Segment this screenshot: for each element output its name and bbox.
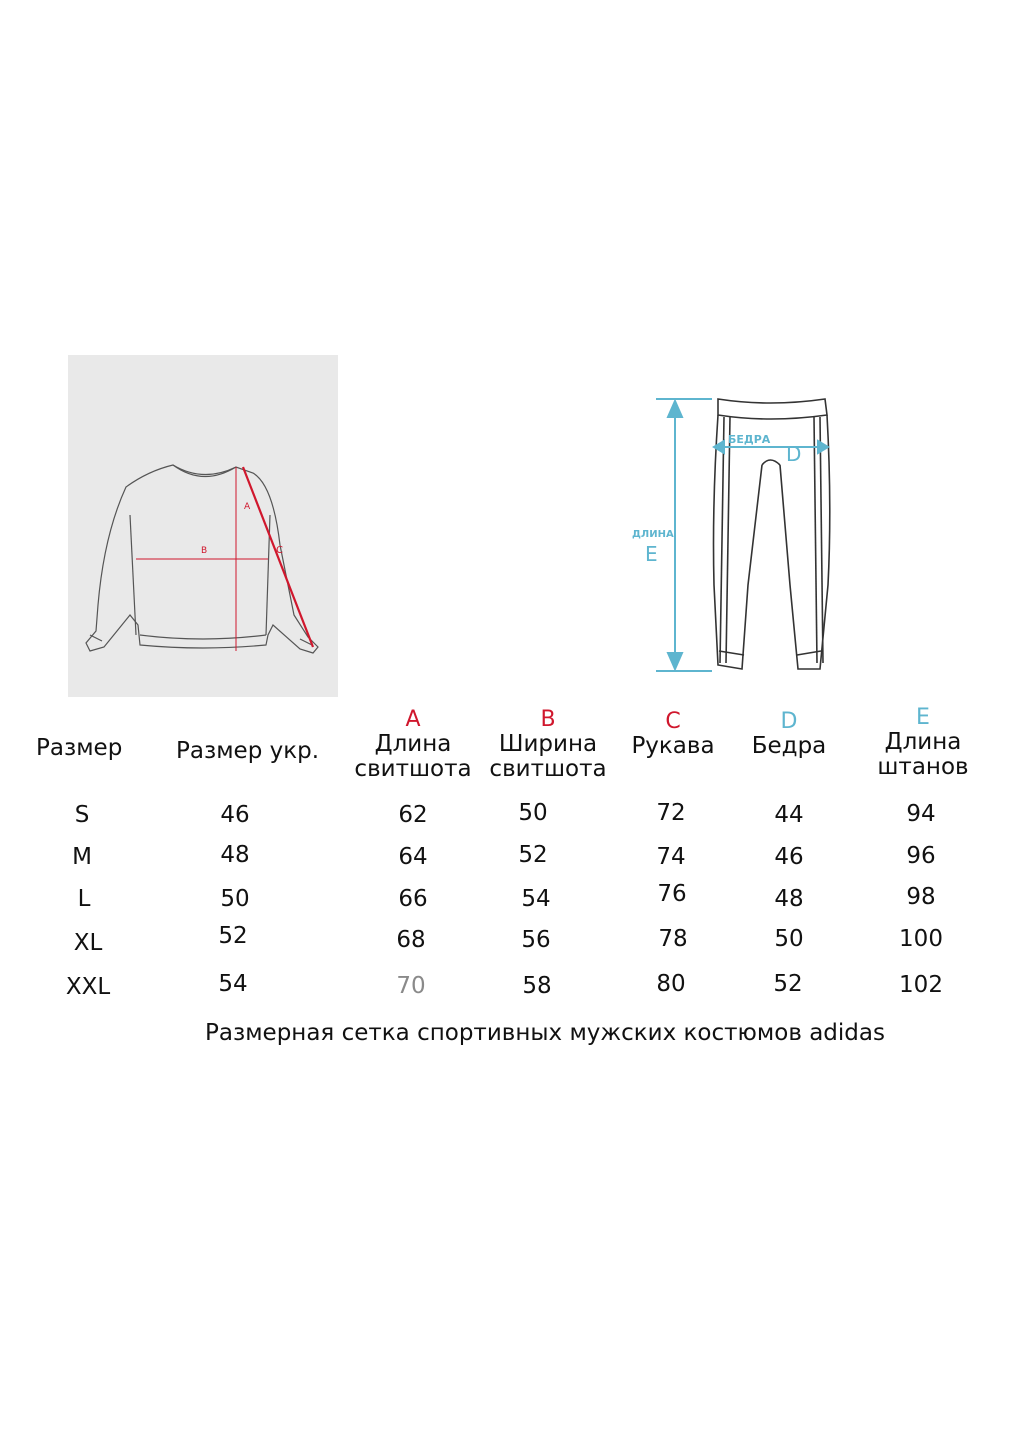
header-sleeve: C Рукава bbox=[625, 710, 721, 759]
sweatshirt-illustration bbox=[68, 355, 338, 697]
table-cell: 96 bbox=[906, 843, 936, 869]
pants-illustration bbox=[620, 385, 850, 685]
table-cell: 66 bbox=[398, 886, 428, 912]
table-cell: 62 bbox=[398, 802, 428, 828]
table-cell: 80 bbox=[656, 971, 686, 997]
length-letter: E bbox=[645, 542, 658, 566]
pants-diagram bbox=[620, 385, 850, 685]
hip-letter: D bbox=[786, 442, 802, 466]
length-label: ДЛИНА bbox=[632, 529, 674, 540]
table-cell: 76 bbox=[657, 881, 687, 907]
table-cell: 74 bbox=[656, 844, 686, 870]
table-cell: 54 bbox=[218, 971, 248, 997]
table-cell: 50 bbox=[518, 800, 548, 826]
table-cell: M bbox=[72, 844, 92, 870]
table-cell: 48 bbox=[774, 886, 804, 912]
label-c: C bbox=[276, 545, 283, 556]
table-cell: 100 bbox=[899, 926, 943, 952]
table-cell: 72 bbox=[656, 800, 686, 826]
table-cell: 98 bbox=[906, 884, 936, 910]
table-cell: 78 bbox=[658, 926, 688, 952]
table-cell: 68 bbox=[396, 927, 426, 953]
header-letter-b: B bbox=[540, 707, 556, 732]
label-b: B bbox=[201, 546, 208, 556]
table-cell: L bbox=[77, 886, 91, 912]
caption: Размерная сетка спортивных мужских костюмов adidas bbox=[205, 1020, 885, 1046]
table-cell: 50 bbox=[220, 886, 250, 912]
table-cell: 54 bbox=[521, 886, 551, 912]
header-size: Размер bbox=[36, 735, 123, 761]
table-cell: 50 bbox=[774, 926, 804, 952]
header-letter-d: D bbox=[780, 709, 798, 734]
table-cell: 44 bbox=[774, 802, 804, 828]
hip-label: БЕДРА bbox=[728, 433, 771, 446]
table-cell: 70 bbox=[396, 973, 426, 999]
label-a: A bbox=[244, 502, 251, 512]
table-cell: 52 bbox=[218, 923, 248, 949]
table-cell: 56 bbox=[521, 927, 551, 953]
table-cell: 46 bbox=[220, 802, 250, 828]
table-cell: 48 bbox=[220, 842, 250, 868]
table-cell: 64 bbox=[398, 844, 428, 870]
header-letter-e: E bbox=[916, 705, 930, 730]
header-sweatshirt-length: A Длина свитшота bbox=[352, 708, 474, 782]
table-cell: S bbox=[74, 802, 90, 828]
header-pants-length: E Длина штанов bbox=[870, 706, 976, 780]
table-cell: 58 bbox=[522, 973, 552, 999]
header-letter-a: A bbox=[405, 707, 421, 732]
table-cell: 94 bbox=[906, 801, 936, 827]
header-sweatshirt-width: B Ширина свитшота bbox=[487, 708, 609, 782]
table-cell: 52 bbox=[518, 842, 548, 868]
table-cell: XXL bbox=[65, 974, 111, 1000]
header-ukr-size: Размер укр. bbox=[176, 738, 320, 764]
table-cell: XL bbox=[73, 930, 103, 956]
table-cell: 46 bbox=[774, 844, 804, 870]
header-letter-c: C bbox=[665, 709, 681, 734]
table-cell: 102 bbox=[899, 972, 943, 998]
table-cell: 52 bbox=[773, 971, 803, 997]
sweatshirt-diagram bbox=[68, 355, 338, 697]
header-hips: D Бедра bbox=[746, 710, 832, 759]
